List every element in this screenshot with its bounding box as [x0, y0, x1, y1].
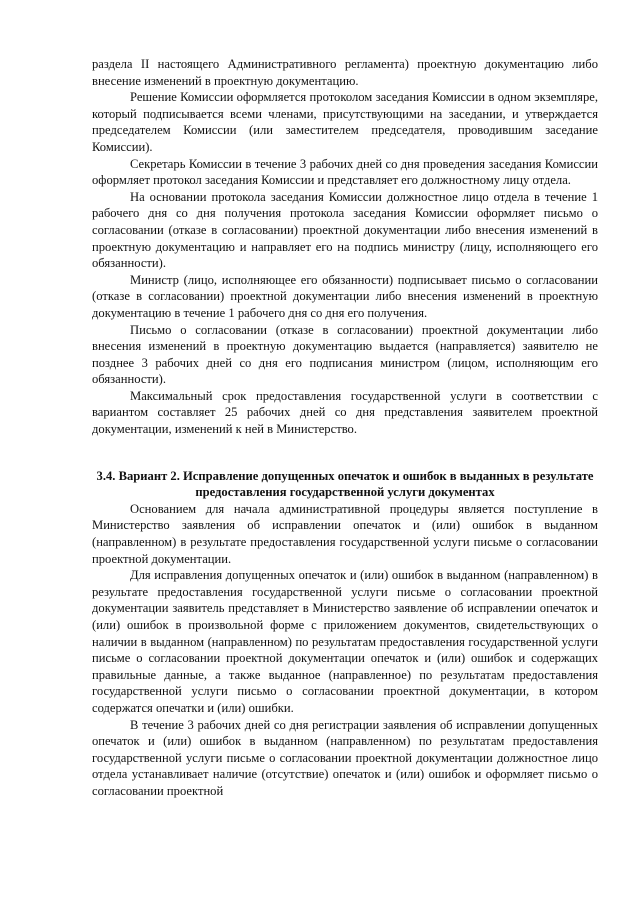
paragraph-correction-request: Для исправления допущенных опечаток и (или) ошибок в выданном (направленном) в результате предоставления государственной услуги письме о согласовании проектной документации заявитель представляет в Министерство заявление об исправлении опечаток и (или) ошибок в произвольной форме с приложением документов, свидетельствующих о наличии в выданном (направленном) по результатам предоставления государственной услуги письме о согласовании проектной документации опечаток и (или) ошибок и содержащих правильные данные, а также выданное (направленное) по результатам предоставления государственной услуги письмо о согласовании проектной документации, в котором содержатся опечатки и (или) ошибки. — [92, 568, 598, 715]
paragraph-basis: Основанием для начала административной процедуры является поступление в Министерство заявления об исправлении опечаток и (или) ошибок в выданном (направленном) в результате предоставления государственной услуги письме о согласовании проектной документации. — [92, 501, 598, 566]
paragraph-continuation: раздела II настоящего Административного регламента) проектную документацию либо внесение изменений в проектную документацию. — [92, 57, 598, 88]
document-page — [92, 56, 598, 800]
section-heading: 3.4. Вариант 2. Исправление допущенных опечаток и ошибок в выданных в результате предоставления государственной услуги документах — [96, 468, 594, 500]
paragraph-secretary-protocol: Секретарь Комиссии в течение 3 рабочих дней со дня проведения заседания Комиссии оформляет протокол заседания Комиссии и представляет его должностному лицу отдела. — [92, 156, 598, 188]
paragraph-three-days: В течение 3 рабочих дней со дня регистрации заявления об исправлении допущенных опечаток и (или) ошибок в выданном (направленном) по результатам предоставления государственной услуги письме о согласовании проектной документации должностное лицо отдела устанавливает наличие (отсутствие) опечаток и (или) ошибок и оформляет письмо о согласовании проектной — [92, 717, 598, 798]
paragraph-commission-decision: Решение Комиссии оформляется протоколом заседания Комиссии в одном экземпляре, который подписывается всеми членами, присутствующими на заседании, и утверждается председателем Комиссии (или заместителем председателя, проводившим заседание Комиссии). — [92, 90, 598, 154]
paragraph-minister-signs: Министр (лицо, исполняющее его обязанности) подписывает письмо о согласовании (отказе в согласовании) проектной документации либо внесения изменений в проектную документацию в течение 1 рабочего дня со дня его получения. — [92, 272, 598, 320]
paragraph-letter-issued: Письмо о согласовании (отказе в согласовании) проектной документации либо внесения изменений в проектную документацию выдается (направляется) заявителю не позднее 3 рабочих дней со дня его подписания министром (лицом, исполняющим его обязанности). — [92, 322, 598, 387]
paragraph-max-term: Максимальный срок предоставления государственной услуги в соответствии с вариантом составляет 25 рабочих дней со дня представления заявителем проектной документации, изменений к ней в Министерство. — [92, 388, 598, 437]
paragraph-official-letter: На основании протокола заседания Комиссии должностное лицо отдела в течение 1 рабочего дня со дня получения протокола заседания Комиссии оформляет письмо о согласовании (отказе в согласовании) проектной документации либо внесения изменений в проектную документацию и направляет его на подпись министру (лицу, исполняющего его обязанности). — [92, 189, 598, 271]
